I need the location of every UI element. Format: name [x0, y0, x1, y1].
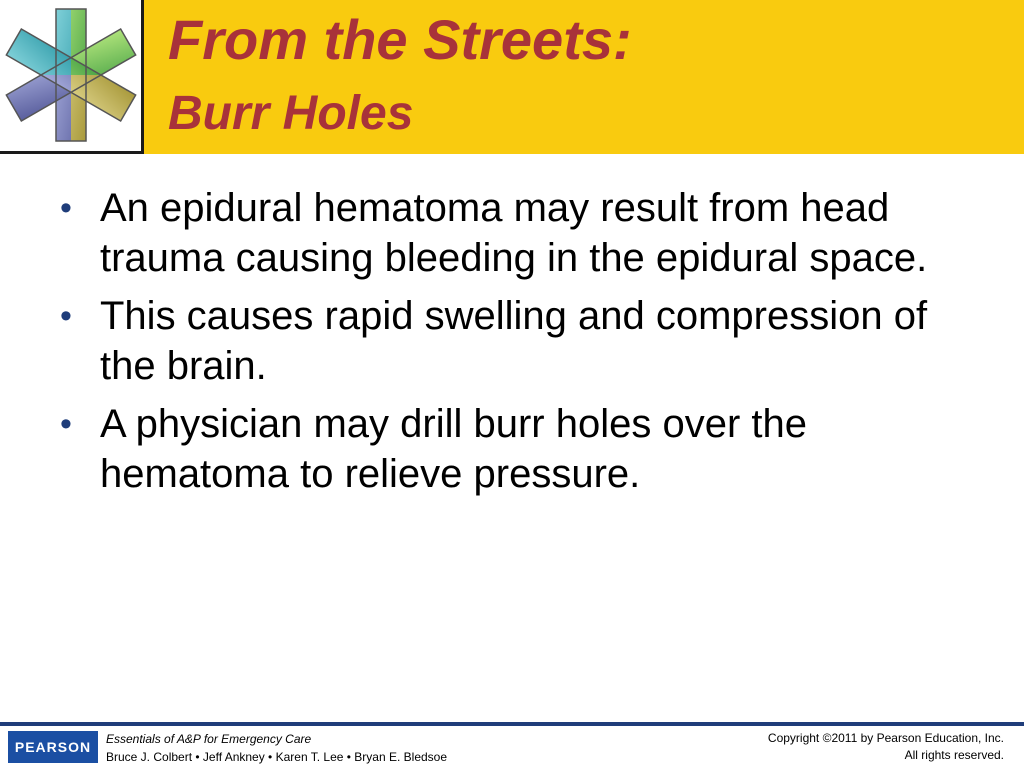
footer-book-title: Essentials of A&P for Emergency Care — [106, 732, 312, 746]
bullet-dot-icon: • — [60, 189, 72, 227]
footer-authors: Bruce J. Colbert • Jeff Ankney • Karen T. Lee • Bryan E. Bledsoe — [106, 750, 448, 764]
slide-title: From the Streets: — [168, 8, 632, 71]
bullet-dot-icon: • — [60, 297, 72, 335]
footer-divider — [0, 722, 1024, 726]
pearson-logo: PEARSON — [8, 731, 98, 763]
bullet-item — [60, 291, 960, 391]
footer-copyright: Copyright ©2011 by Pearson Education, Inc. — [767, 731, 1004, 745]
bullet-text: This causes rapid swelling and compression of the brain. — [100, 294, 928, 388]
star-of-life-icon — [4, 4, 138, 146]
bullet-text: An epidural hematoma may result from head trauma causing bleeding in the epidural space. — [100, 186, 928, 280]
bullet-item — [60, 183, 960, 283]
bullet-item — [60, 399, 960, 499]
bullet-dot-icon: • — [60, 405, 72, 443]
bullet-list — [60, 183, 960, 507]
footer-rights: All rights reserved. — [904, 748, 1004, 762]
logo-box — [0, 0, 144, 154]
slide-subtitle: Burr Holes — [168, 87, 414, 140]
bullet-text: A physician may drill burr holes over the hematoma to relieve pressure. — [100, 402, 807, 496]
